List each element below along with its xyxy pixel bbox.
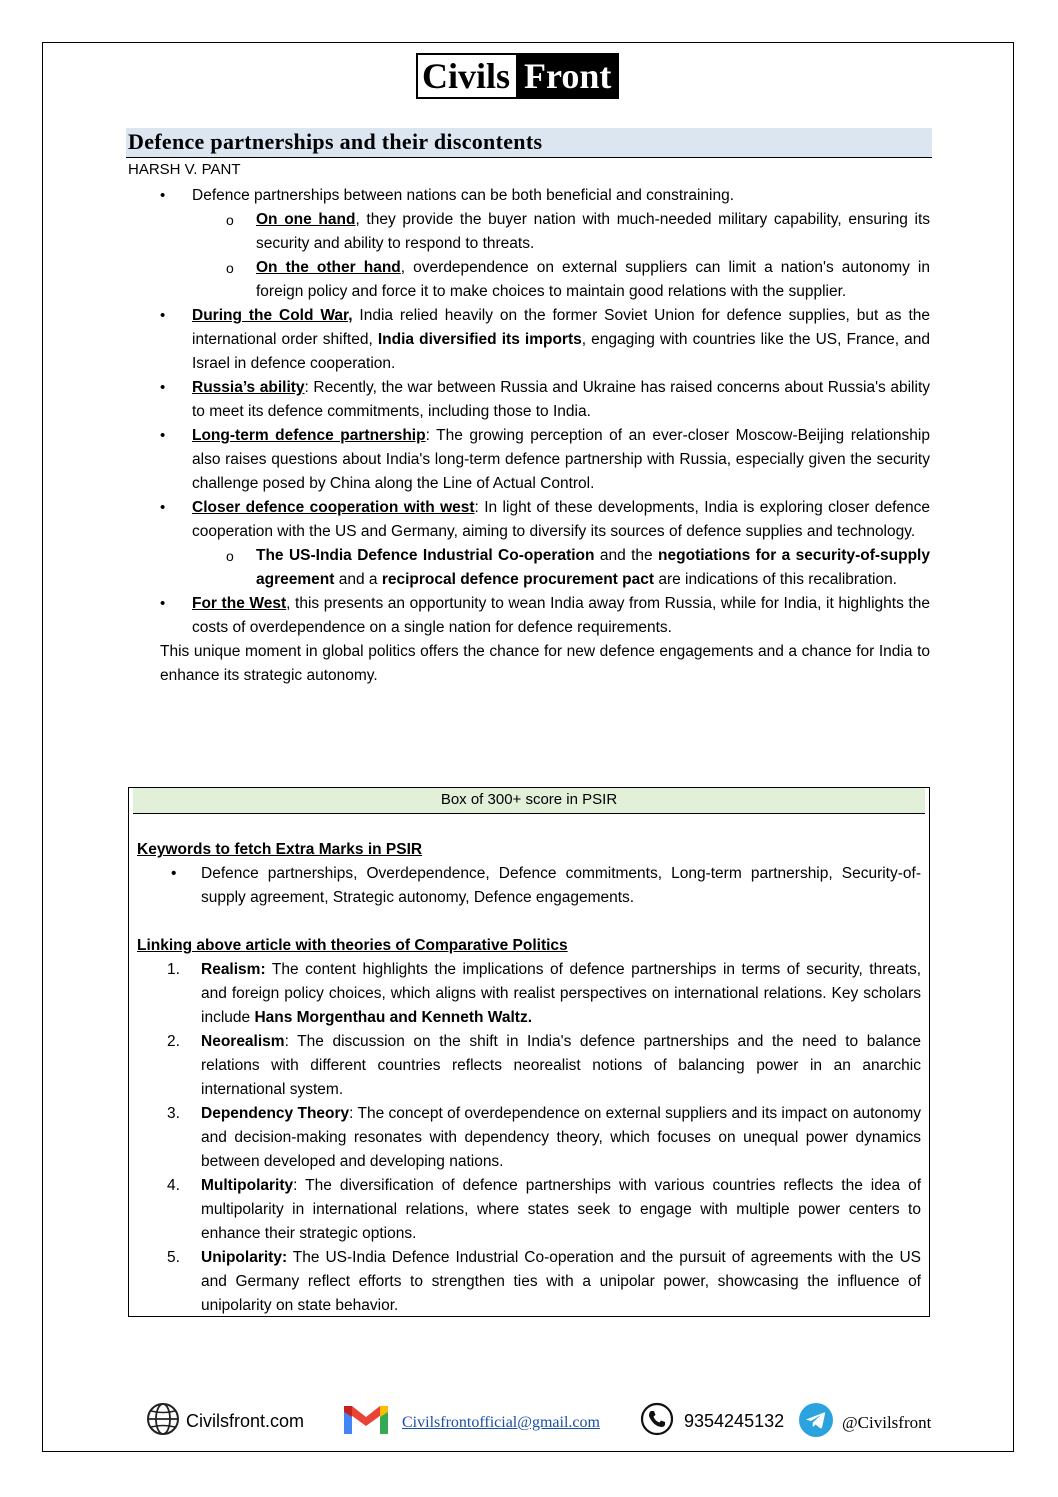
footer [0, 1398, 1058, 1442]
article-title: Defence partnerships and their discontents [128, 129, 543, 154]
list-item: o On one hand, they provide the buyer nation with much-needed military capability, ensuring its security and ability to respond to threats. [192, 208, 930, 256]
theory-item: 3. Dependency Theory: The concept of overdependence on external suppliers and its impact on autonomy and decision-making resonates with dependency theory, which focuses on unequal power dynamics between developed and developing nations. [167, 1105, 922, 1170]
footer-email[interactable] [340, 1402, 600, 1443]
list-item: • Russia’s ability: Recently, the war between Russia and Ukraine has raised concerns about Russia's ability to meet its defence commitments, including those to India. [128, 376, 930, 424]
box-header: Box of 300+ score in PSIR [133, 788, 925, 814]
list-item: • Closer defence cooperation with west: In light of these developments, India is exploring closer defence cooperation with the US and Germany, aiming to diversify its sources of defence supplies and technology. o The US-India Defence Industrial Co-operation and the negotiations for a security-of-supply agreement and a reciprocal defence procurement pact are indications of this recalibration. [128, 496, 930, 592]
article-author: HARSH V. PANT [128, 161, 241, 178]
list-item: • Long-term defence partnership: The growing perception of an ever-closer Moscow-Beijing relationship also raises questions about India's long-term defence partnership with Russia, especially given the security challenge posed by China along the Line of Actual Control. [128, 424, 930, 496]
article-body [128, 184, 930, 688]
box-body [129, 814, 929, 1318]
footer-website[interactable] [146, 1402, 304, 1441]
list-item: • Defence partnerships, Overdependence, Defence commitments, Long-term partnership, Security-of-supply agreement, Strategic autonomy, Defence engagements. [137, 862, 921, 910]
civilsfront-logo [416, 53, 619, 99]
website-text[interactable]: Civilsfront.com [186, 1411, 305, 1431]
list-item: • For the West, this presents an opportunity to wean India away from Russia, while for India, it highlights the costs of overdependence on a single nation for defence requirements. [128, 592, 930, 640]
globe-icon [146, 1402, 180, 1441]
keywords-title: Keywords to fetch Extra Marks in PSIR [137, 841, 423, 858]
theory-item: 4. Multipolarity: The diversification of defence partnerships with various countries reflects the idea of multipolarity in international relations, where states seek to engage with multiple power centers to enhance their strategic options. [167, 1177, 921, 1242]
gmail-icon [340, 1402, 392, 1443]
telegram-icon [798, 1402, 834, 1443]
phone-icon [640, 1402, 674, 1441]
theory-item: 2. Neorealism: The discussion on the shift in India's defence partnerships and the need to balance relations with different countries reflects neorealist notions of balancing power in an anarchic international system. [167, 1033, 921, 1098]
sub-bullet-list [256, 208, 930, 304]
keywords-list [137, 862, 921, 910]
theory-item: 5. Unipolarity: The US-India Defence Industrial Co-operation and the pursuit of agreements with the US and Germany reflect efforts to strengthen ties with a unipolar power, showcasing the influence of unipolarity on state behavior. [167, 1249, 921, 1314]
logo-part-front: Front [516, 55, 617, 97]
main-bullet-list [128, 184, 930, 640]
list-item: • During the Cold War, India relied heavily on the former Soviet Union for defence supplies, but as the international order shifted, India diversified its imports, engaging with countries like the US, France, and Israel in defence cooperation. [128, 304, 930, 376]
psir-box [128, 787, 930, 1317]
footer-phone[interactable] [640, 1402, 784, 1441]
list-item: o On the other hand, overdependence on external suppliers can limit a nation's autonomy in foreign policy and force it to make choices to maintain good relations with the supplier. [192, 256, 930, 304]
theory-item: 1. Realism: The content highlights the implications of defence partnerships in terms of security, threats, and foreign policy choices, which aligns with realist perspectives on international relations. Key scholars include Hans Morgenthau and Kenneth Waltz. [167, 961, 921, 1026]
telegram-handle[interactable]: @Civilsfront [842, 1412, 932, 1432]
phone-text[interactable]: 9354245132 [684, 1411, 785, 1431]
theories-list [137, 958, 921, 1318]
logo-part-civils: Civils [418, 55, 516, 97]
email-link[interactable]: Civilsfrontofficial@gmail.com [402, 1413, 600, 1431]
linking-title: Linking above article with theories of Comparative Politics [137, 937, 568, 954]
list-item: o The US-India Defence Industrial Co-operation and the negotiations for a security-of-supply agreement and a reciprocal defence procurement pact are indications of this recalibration. [192, 544, 930, 592]
list-item: • Defence partnerships between nations can be both beneficial and constraining. o On one hand, they provide the buyer nation with much-needed military capability, ensuring its security and ability to respond to threats. o On the other hand, overdependence on external suppliers can limit a nation's autonomy in foreign policy and force it to make choices to maintain good relations with the supplier. [128, 184, 930, 304]
sub-bullet-list [256, 544, 930, 592]
closing-paragraph: This unique moment in global politics offers the chance for new defence engagements and a chance for India to enhance its strategic autonomy. [160, 643, 930, 684]
footer-telegram[interactable] [798, 1402, 931, 1443]
